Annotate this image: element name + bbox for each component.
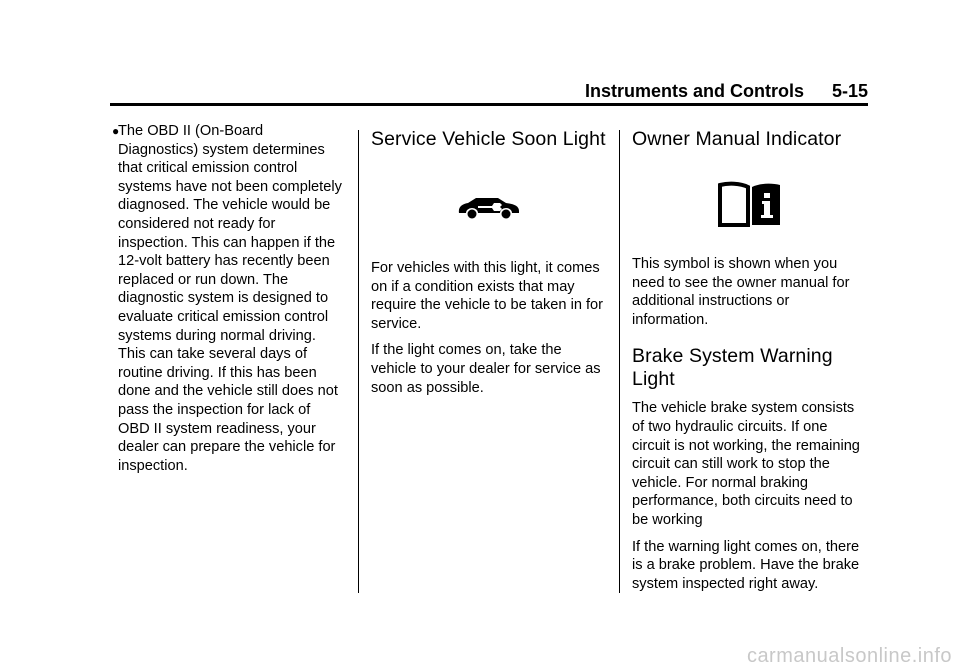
column-2 xyxy=(371,128,606,405)
bullet-icon: ● xyxy=(112,124,120,138)
owner-manual-heading: Owner Manual Indicator xyxy=(632,128,842,150)
service-vehicle-para-2: If the light comes on, take the vehicle to your dealer for service as soon as possible. xyxy=(371,342,601,396)
service-vehicle-heading: Service Vehicle Soon Light xyxy=(371,128,606,150)
section-title: Instruments and Controls xyxy=(584,80,804,101)
service-vehicle-icon-wrap xyxy=(371,195,606,219)
header-rule xyxy=(110,103,868,106)
owner-manual-para: This symbol is shown when you need to see the owner manual for additional instructions or information. xyxy=(632,256,850,328)
page-header xyxy=(110,80,868,102)
column-divider-1 xyxy=(358,130,359,593)
brake-para-2: If the warning light comes on, there is a brake problem. Have the brake system inspected right away. xyxy=(632,538,860,592)
service-vehicle-icon xyxy=(456,195,522,219)
brake-warning-heading: Brake System Warning Light xyxy=(632,345,833,391)
column-divider-2 xyxy=(619,130,620,593)
service-vehicle-para-1: For vehicles with this light, it comes on if a condition exists that may require the vehicle to be taken in for service. xyxy=(371,260,604,332)
obd-paragraph: The OBD II (On-Board Diagnostics) system determines that critical emission control systems have not been completely diagnosed. The vehicle would be considered not ready for inspection. This can happen if the 12-volt battery has recently been replaced or run down. The diagnostic system is designed to evaluate critical emission control systems during normal driving. This can take several days of routine driving. If this has been done and the vehicle still does not pass the inspection for lack of OBD II system readiness, your dealer can prepare the vehicle for inspection. xyxy=(118,123,342,474)
owner-manual-icon xyxy=(718,181,782,227)
brake-para-1: The vehicle brake system consists of two hydraulic circuits. If one circuit is not working, the remaining circuit can still work to stop the vehicle. For normal braking performance, both circuits need to be working xyxy=(632,400,860,528)
watermark: carmanualsonline.info xyxy=(746,645,952,667)
page-number: 5-15 xyxy=(831,80,868,101)
column-3 xyxy=(632,128,868,601)
owner-manual-icon-wrap xyxy=(632,181,868,227)
column-1 xyxy=(112,122,344,483)
